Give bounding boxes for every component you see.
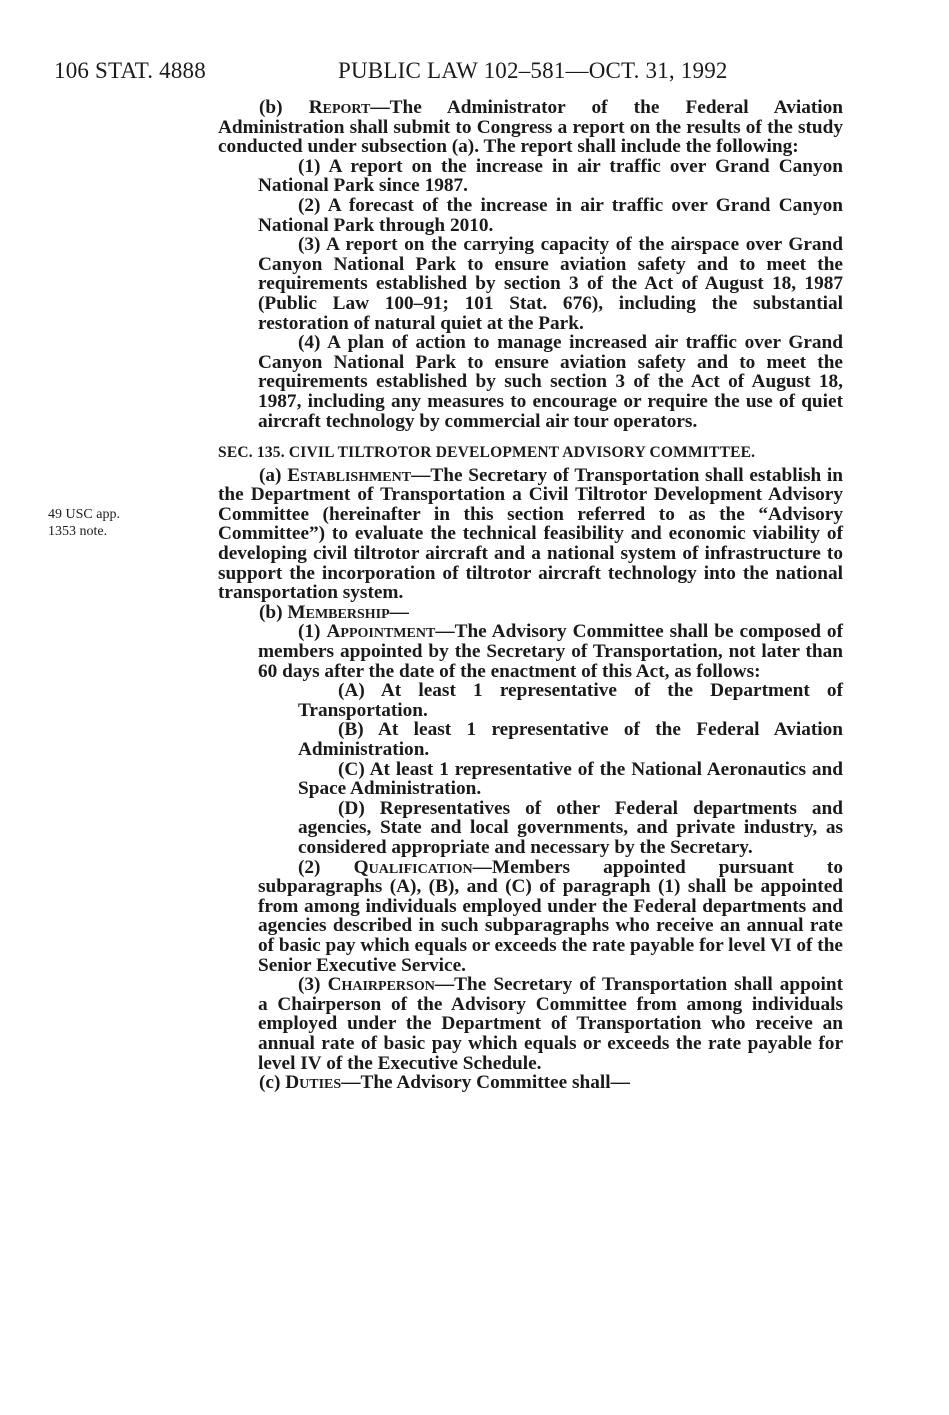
report-subsection [218, 98, 843, 157]
establishment-subsection [218, 466, 843, 603]
duties-heading: Duties [285, 1072, 342, 1094]
appointment-item: (B) At least 1 representative of the Federal Aviation Administration. [298, 719, 843, 760]
margin-citation [48, 506, 168, 540]
membership-dash: — [389, 601, 409, 623]
appointment-label: (1) [298, 621, 321, 643]
appointment-item: (A) At least 1 representative of the Department of Transportation. [298, 680, 843, 721]
appointment-item: (C) At least 1 representative of the National Aeronautics and Space Administration. [298, 758, 843, 800]
report-item: (2) A forecast of the increase in air traffic over Grand Canyon National Park through 2010. [258, 194, 843, 236]
chairperson-heading: Chairperson [327, 974, 435, 996]
stat-page-reference: 106 STAT. 4888 [54, 58, 206, 83]
law-title: PUBLIC LAW 102–581—OCT. 31, 1992 [338, 58, 728, 83]
qualification-heading: Qualification [353, 856, 473, 878]
report-item: (4) A plan of action to manage increased air traffic over Grand Canyon National Park to ensure aviation safety and to meet the requirements established by such section 3 of the Act of August 18, 1987, including any measures to encourage or require the use of quiet aircraft technology by commercial air tour operators. [258, 332, 843, 432]
report-item: (3) A report on the carrying capacity of the airspace over Grand Canyon National Park to ensure aviation safety and to meet the requirements established by section 3 of the Act of August 18, 1987 (Public Law 100–91; 101 Stat. 676), including the substantial restoration of natural quiet at the Park. [258, 234, 843, 334]
membership-label: (b) [259, 601, 283, 623]
establishment-text: —The Secretary of Transportation shall establish in the Department of Transportation a Civil Tiltrotor Development Advisory Committee (hereinafter in this section referred to as the “Advisory Committee”) to evaluate the technical feasibility and economic viability of developing civil tiltrotor aircraft and a national system of infrastructure to support the incorporation of tiltrotor aircraft technology into the national transportation system. [218, 464, 843, 604]
duties-label: (c) [259, 1072, 281, 1094]
qualification-text: —Members appointed pursuant to subparagraphs (A), (B), and (C) of paragraph (1) shall be appointed from among individuals employed under the Federal departments and agencies described in such subparagraphs who receive an annual rate of basic pay which equals or exceeds the rate payable for level VI of the Senior Executive Service. [258, 856, 843, 976]
margin-citation-line-2: 1353 note. [48, 524, 108, 539]
report-label: (b) [259, 97, 283, 118]
establishment-label: (a) [259, 464, 282, 486]
membership-subsection [218, 603, 843, 623]
appointment-text: —The Advisory Committee shall be composed of members appointed by the Secretary of Transportation, not later than 60 days after the date of the enactment of this Act, as follows: [258, 621, 843, 682]
appointment-heading: Appointment [326, 621, 436, 643]
chairperson-label: (3) [298, 974, 321, 996]
section-heading: SEC. 135. CIVIL TILTROTOR DEVELOPMENT ADVISORY COMMITTEE. [218, 444, 756, 462]
appointment-item: (D) Representatives of other Federal departments and agencies, State and local governments, and private industry, as considered appropriate and necessary by the Secretary. [298, 797, 843, 858]
membership-heading: Membership [287, 601, 390, 623]
margin-citation-line-1: 49 USC app. [48, 507, 120, 522]
qualification-label: (2) [298, 856, 321, 878]
statute-body [218, 98, 843, 1093]
report-text: —The Administrator of the Federal Aviation Administration shall submit to Congress a report on the results of the study conducted under subsection (a). The report shall include the following: [218, 97, 843, 158]
appointment-paragraph [218, 622, 843, 681]
report-item: (1) A report on the increase in air traffic over Grand Canyon National Park since 1987. [258, 155, 843, 197]
qualification-paragraph [218, 858, 843, 976]
chairperson-paragraph [218, 975, 843, 1073]
duties-subsection [218, 1073, 843, 1093]
duties-text: —The Advisory Committee shall— [341, 1072, 630, 1094]
report-heading: Report [308, 97, 371, 118]
chairperson-text: —The Secretary of Transportation shall appoint a Chairperson of the Advisory Committee from among individuals employed under the Department of Transportation who receive an annual rate of basic pay which equals or exceeds the rate payable for level IV of the Executive Schedule. [258, 974, 843, 1074]
establishment-heading: Establishment [287, 464, 412, 486]
